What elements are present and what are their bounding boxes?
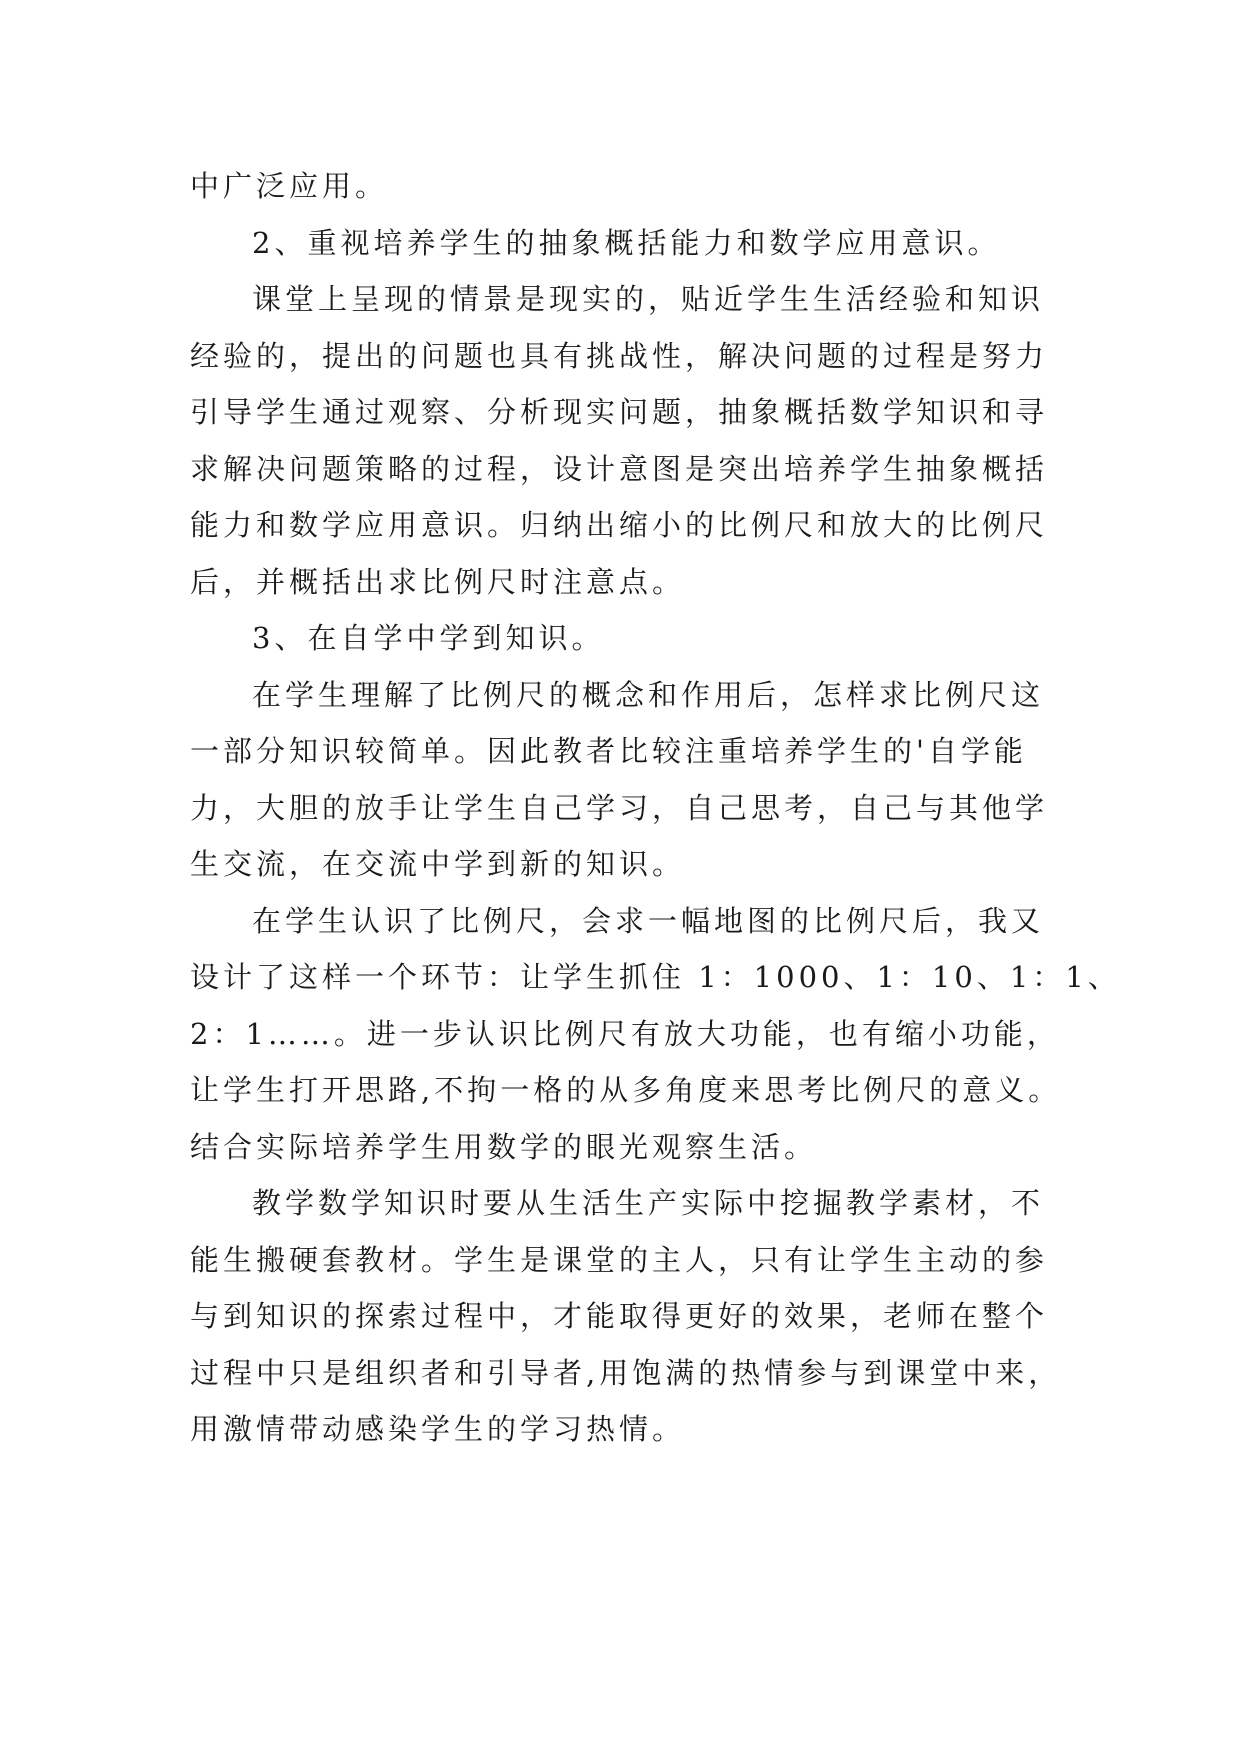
text-line: 能生搬硬套教材。学生是课堂的主人，只有让学生主动的参 xyxy=(190,1242,1049,1277)
text-line: 教学数学知识时要从生活生产实际中挖掘教学素材，不 xyxy=(252,1186,1045,1220)
section-heading-3: 3、在自学中学到知识。 xyxy=(252,621,605,655)
text-line: 在学生认识了比例尺，会求一幅地图的比例尺后，我又 xyxy=(252,903,1045,938)
text-line: 力，大胆的放手让学生自己学习，自己思考，自己与其他学 xyxy=(190,790,1049,825)
text-line: 经验的，提出的问题也具有挑战性，解决问题的过程是努力 xyxy=(190,338,1049,373)
text-line: 求解决问题策略的过程，设计意图是突出培养学生抽象概括 xyxy=(190,451,1049,486)
text-line: 引导学生通过观察、分析现实问题，抽象概括数学知识和寻 xyxy=(190,395,1049,429)
text-line: 过程中只是组织者和引导者,用饱满的热情参与到课堂中来， xyxy=(190,1355,1062,1390)
document-body xyxy=(190,158,1121,1458)
text-line: 用激情带动感染学生的学习热情。 xyxy=(190,1412,686,1446)
text-line: 设计了这样一个环节：让学生抓住 1：1000、1：10、1：1、 xyxy=(190,960,1121,994)
text-line: 课堂上呈现的情景是现实的，贴近学生生活经验和知识 xyxy=(252,282,1045,316)
text-line: 中广泛应用。 xyxy=(190,169,389,203)
text-line: 在学生理解了比例尺的概念和作用后，怎样求比例尺这 xyxy=(252,677,1045,712)
text-line: 能力和数学应用意识。归纳出缩小的比例尺和放大的比例尺 xyxy=(190,508,1049,542)
text-line: 一部分知识较简单。因此教者比较注重培养学生的'自学能 xyxy=(190,734,1027,768)
text-line: 生交流，在交流中学到新的知识。 xyxy=(190,847,686,881)
section-heading-2: 2、重视培养学生的抽象概括能力和数学应用意识。 xyxy=(252,225,1001,260)
text-line: 2：1……。进一步认识比例尺有放大功能，也有缩小功能， xyxy=(190,1016,1060,1051)
text-line: 结合实际培养学生用数学的眼光观察生活。 xyxy=(190,1129,818,1164)
text-line: 后，并概括出求比例尺时注意点。 xyxy=(190,564,686,599)
text-line: 让学生打开思路,不拘一格的从多角度来思考比例尺的意义。 xyxy=(190,1073,1062,1107)
text-line: 与到知识的探索过程中，才能取得更好的效果，老师在整个 xyxy=(190,1299,1049,1333)
